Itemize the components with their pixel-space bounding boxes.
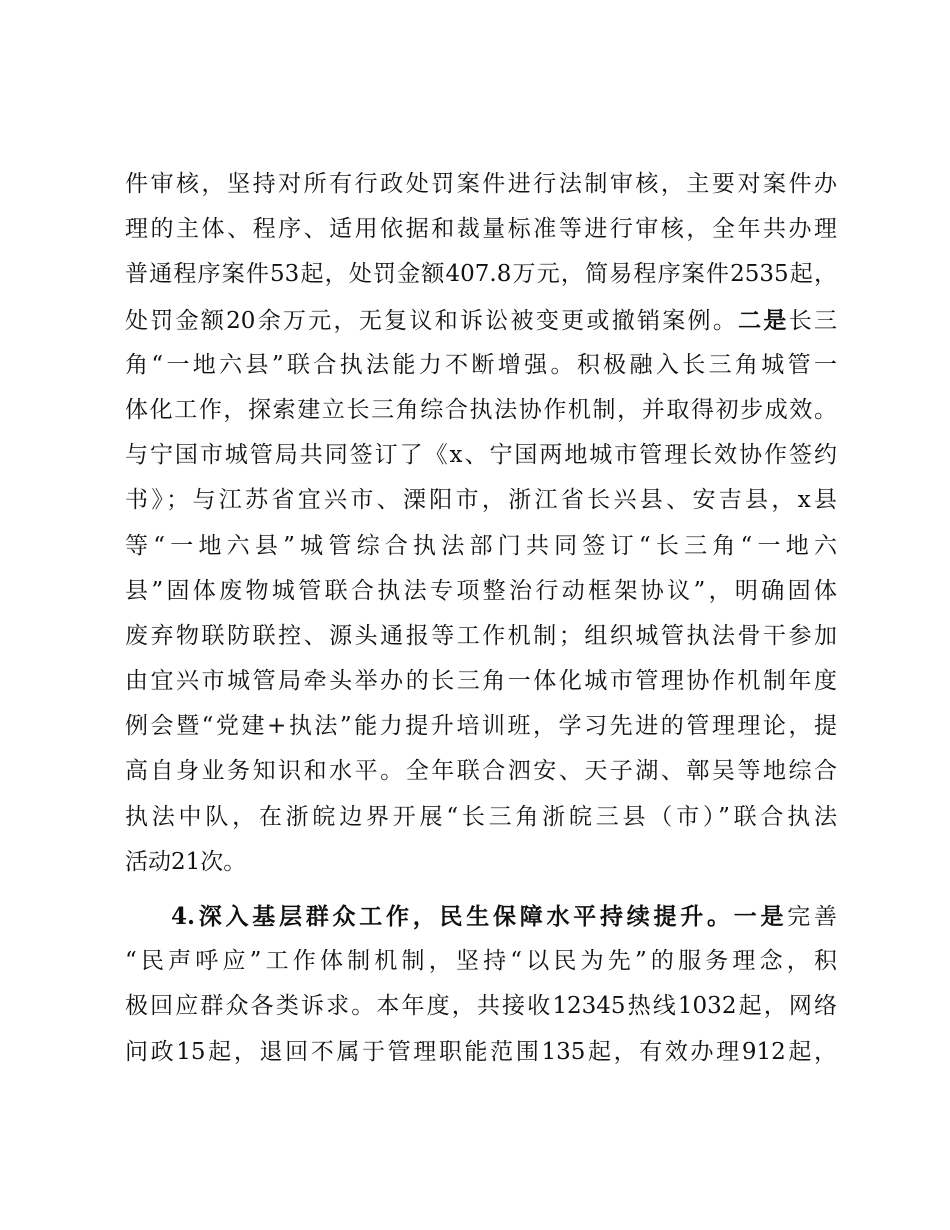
paragraph-line: 高自身业务知识和水平。全年联合泗安、天子湖、鄣吴等地综合 — [125, 758, 837, 785]
paragraph-line: 极回应群众各类诉求。本年度，共接收12345热线1032起，网络 — [125, 993, 837, 1020]
paragraph-line: 普通程序案件53起，处罚金额407.8万元，简易程序案件2535起， — [125, 261, 837, 288]
paragraph-line: 县”固体废物城管联合执法专项整治行动框架协议”，明确固体 — [125, 577, 837, 604]
paragraph-line-mixed — [125, 298, 837, 343]
paragraph-line: 例会暨“党建+执法”能力提升培训班，学习先进的管理理论，提 — [125, 713, 837, 740]
paragraph-line: 与宁国市城管局共同签订了《x、宁国两地城市管理长效协作签约 — [125, 442, 837, 469]
paragraph-line: 废弃物联防联控、源头通报等工作机制；组织城管执法骨干参加 — [125, 622, 837, 649]
paragraph-line: 由宜兴市城管局牵头举办的长三角一体化城市管理协作机制年度 — [125, 668, 837, 695]
paragraph-line: 执法中队，在浙皖边界开展“长三角浙皖三县（市）”联合执法 — [125, 803, 837, 830]
line-text: 处罚金额20余万元，无复议和诉讼被变更或撤销案例。 — [125, 307, 739, 334]
section-heading: 4.深入基层群众工作，民生保障水平持续提升。一是 — [171, 903, 788, 930]
paragraph-gap — [125, 885, 837, 894]
paragraph-line: 等“一地六县”城管综合执法部门共同签订“长三角“一地六 — [125, 532, 837, 559]
line-text: 完善 — [787, 904, 837, 930]
paragraph-line: “民声呼应”工作体制机制，坚持“以民为先”的服务理念，积 — [125, 948, 837, 975]
paragraph-last-line: 活动21次。 — [125, 848, 247, 875]
paragraph-line: 问政15起，退回不属于管理职能范围135起，有效办理912起， — [125, 1038, 837, 1065]
paragraph-line: 体化工作，探索建立长三角综合执法协作机制，并取得初步成效。 — [125, 396, 837, 423]
paragraph-line: 件审核，坚持对所有行政处罚案件进行法制审核，主要对案件办 — [125, 171, 837, 197]
body-text — [125, 162, 837, 1075]
paragraph-line: 书》；与江苏省宜兴市、溧阳市，浙江省长兴县、安吉县，x县 — [125, 487, 837, 514]
line-text: 长三 — [788, 307, 838, 334]
paragraph-line: 角“一地六县”联合执法能力不断增强。积极融入长三角城管一 — [125, 351, 837, 378]
bold-marker: 二是 — [738, 306, 789, 334]
paragraph-line: 理的主体、程序、适用依据和裁量标准等进行审核，全年共办理 — [125, 216, 837, 243]
section-heading-line — [125, 894, 837, 939]
